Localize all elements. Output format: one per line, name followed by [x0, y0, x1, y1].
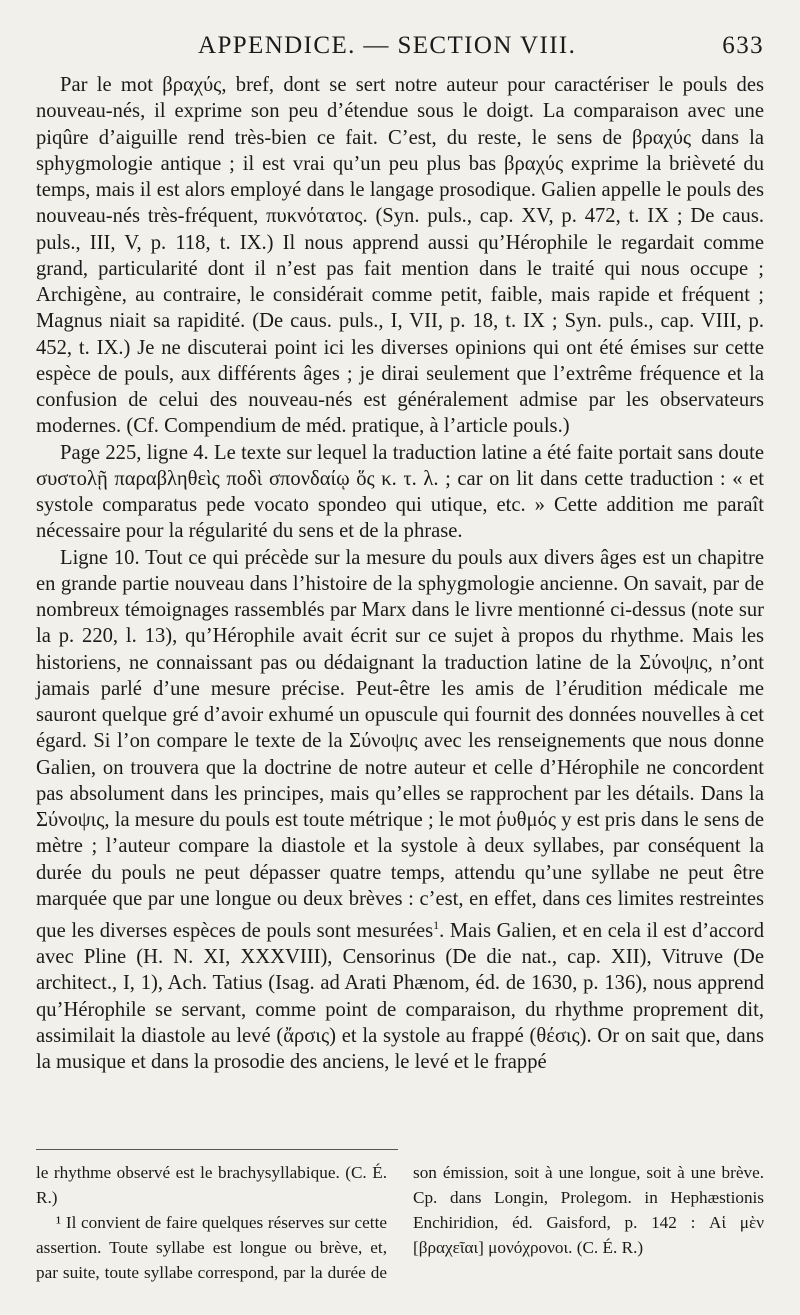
paragraph-ligne-10-continued: Mais Galien, et en cela il est d’accord avec Pline (H. N. XI, XXXVIII), Censorinus (De die nat., cap. XII), Vitruve (De architect., I, 1), Ach. Tatius (Isag. ad Arati Phænom, éd. de 1630, p. 136), nous apprend qu’Hérophile se servant, comme point de comparaison, du rhythme proprement dit, assimilait la diastole au levé (ἄρσις) et la systole au frappé (θέσις). Or on sait que, dans la musique et dans la prosodie des anciens, le levé et le frappé	[36, 919, 765, 1074]
paragraph-ligne-10: Ligne 10. Tout ce qui précède sur la mesure du pouls aux divers âges est un chapitre en grande partie nouveau dans l’histoire de la sphygmologie ancienne. On savait, par de nombreux témoignages rassemblés par Marx dans le livre mentionné ci-dessus (note sur la p. 220, l. 13), qu’Hérophile avait écrit sur ce sujet à propos du rhythme. Mais les historiens, ne connaissant pas ou dédaignant la traduction latine de la Σύνοψις, n’ont jamais parlé d’une mesure précise. Peut-être les amis de l’érudition médicale me sauront quelque gré d’avoir exhumé un opuscule qui fournit des données nouvelles à cet égard. Si l’on compare le texte de la Σύνοψις avec les renseignements que nous donne Galien, on trouvera que la doctrine de notre auteur et celle d’Hérophile ne concordent pas absolument dans les principes, mais qu’elles se rapprochent par les détails. Dans la Σύνοψις, la mesure du pouls est toute métrique ; le mot ῥυθμός y est pris dans le sens de mètre ; l’auteur compare la diastole et la systole à deux syllabes, par conséquent la durée du pouls ne peut dépasser quatre temps, attendu qu’une syllabe ne peut être marquée que par une longue ou deux brèves : c’est, en effet, dans ces limites restreintes que les diverses espèces de pouls sont mesurées$^1$. Mais Galien, et en cela il est d’accord avec Pline (H. N. XI, XXXVIII), Censorinus (De die nat., cap. XII), Vitruve (De architect., I, 1), Ach. Tatius (Isag. ad Arati Phænom, éd. de 1630, p. 136), nous apprend qu’Hérophile se servant, comme point de comparaison, du rhythme proprement dit, assimilait la diastole au levé (ἄρσις) et la systole au frappé (θέσις). Or on sait que, dans la musique et dans la prosodie des anciens, le levé et le frappé	[36, 546, 765, 1074]
section-title: APPENDICE. — SECTION VIII.	[198, 32, 577, 59]
paragraph-brachys: Par le mot βραχύς, bref, dont se sert notre auteur pour caractériser le pouls des nouveau-nés, il exprime son peu d’étendue sous le doigt. La comparaison avec une piqûre d’aiguille rend très-bien ce fait. C’est, du reste, le sens de βραχύς dans la sphygmologie antique ; il est vrai qu’un peu plus bas βραχύς exprime la brièveté du temps, mais il est alors employé dans le langage prosodique. Galien appelle le pouls des nouveau-nés très-fréquent, πυκνότατος. (Syn. puls., cap. XV, p. 472, t. IX ; De caus. puls., III, V, p. 118, t. IX.) Il nous apprend aussi qu’Hérophile le regardait comme grand, particularité dont il n’est pas fait mention dans le traité qui nous occupe ; Archigène, au contraire, le considérait comme petit, faible, mais rapide et fréquent ; Magnus niait sa rapidité. (De caus. puls., I, VII, p. 18, t. IX ; Syn. puls., cap. VIII, p. 452, t. IX.) Je ne discuterai point ici les diverses opinions qui ont été émises sur cette espèce de pouls, aux différents âges ; je dirai seulement que l’extrême fréquence et la confusion de celui des nouveau-nés est généralement admise par les observateurs modernes. (Cf. Compendium de méd. pratique, à l’article pouls.)	[36, 74, 764, 438]
footnote-marker: 1	[433, 918, 440, 932]
paragraph-ligne-10-text: Ligne 10. Tout ce qui précède sur la mesure du pouls aux divers âges est un chapitre en grande partie nouveau dans l’histoire de la sphygmologie ancienne. On savait, par de nombreux témoignages rassemblés par Marx dans le livre mentionné ci-dessus (note sur la p. 220, l. 13), qu’Hérophile avait écrit sur ce sujet à propos du rhythme. Mais les historiens, ne connaissant pas ou dédaignant la traduction latine de la Σύνοψις, n’ont jamais parlé d’une mesure précise. Peut-être les amis de l’érudition médicale me sauront quelque gré d’avoir exhumé un opuscule qui fournit des données nouvelles à cet égard. Si l’on compare le texte de la Σύνοψις avec les renseignements que nous donne Galien, on trouvera que la doctrine de notre auteur et celle d’Hérophile ne concordent pas absolument dans les principes, mais qu’elles se rapprochent par les détails. Dans la Σύνοψις, la mesure du pouls est toute métrique ; le mot ῥυθμός y est pris dans le sens de mètre ; l’auteur compare la diastole et la systole à deux syllabes, par conséquent la durée du pouls ne peut dépasser quatre temps, attendu qu’une syllabe ne peut être marquée que par une longue ou deux brèves : c’est, en effet, dans ces limites restreintes que les diverses espèces de pouls sont mesurées	[36, 546, 764, 942]
running-header	[36, 32, 764, 68]
footnote-continuation: le rhythme observé est le brachysyllabique. (C. É. R.)	[36, 1163, 387, 1207]
main-text	[36, 72, 764, 1075]
footnotes	[36, 1160, 764, 1285]
footnote-1: ¹ Il convient de faire quelques réserves sur cette assertion. Toute syllabe est longue ou brève, et, par suite, toute syllabe correspond, par la durée de son émission, soit à une longue, soit à une brève. Cp. dans Longin, Prolegom. in Hephæstionis Enchiridion, éd. Gaisford, p. 142 : Αἱ μὲν [βραχεῖαι] μονόχρονοι. (C. É. R.)	[36, 1163, 764, 1282]
paragraph-page-225: Page 225, ligne 4. Le texte sur lequel la traduction latine a été faite portait sans doute συστολῇ παραβληθεὶς ποδὶ σπονδαίῳ ὅς κ. τ. λ. ; car on lit dans cette traduction : « et systole comparatus pede vocato spondeo qui utique, etc. » Cette addition me paraît nécessaire pour la régularité du sens et de la phrase.	[36, 441, 764, 543]
footnote-separator	[36, 1149, 398, 1150]
page-number: 633	[722, 32, 764, 59]
